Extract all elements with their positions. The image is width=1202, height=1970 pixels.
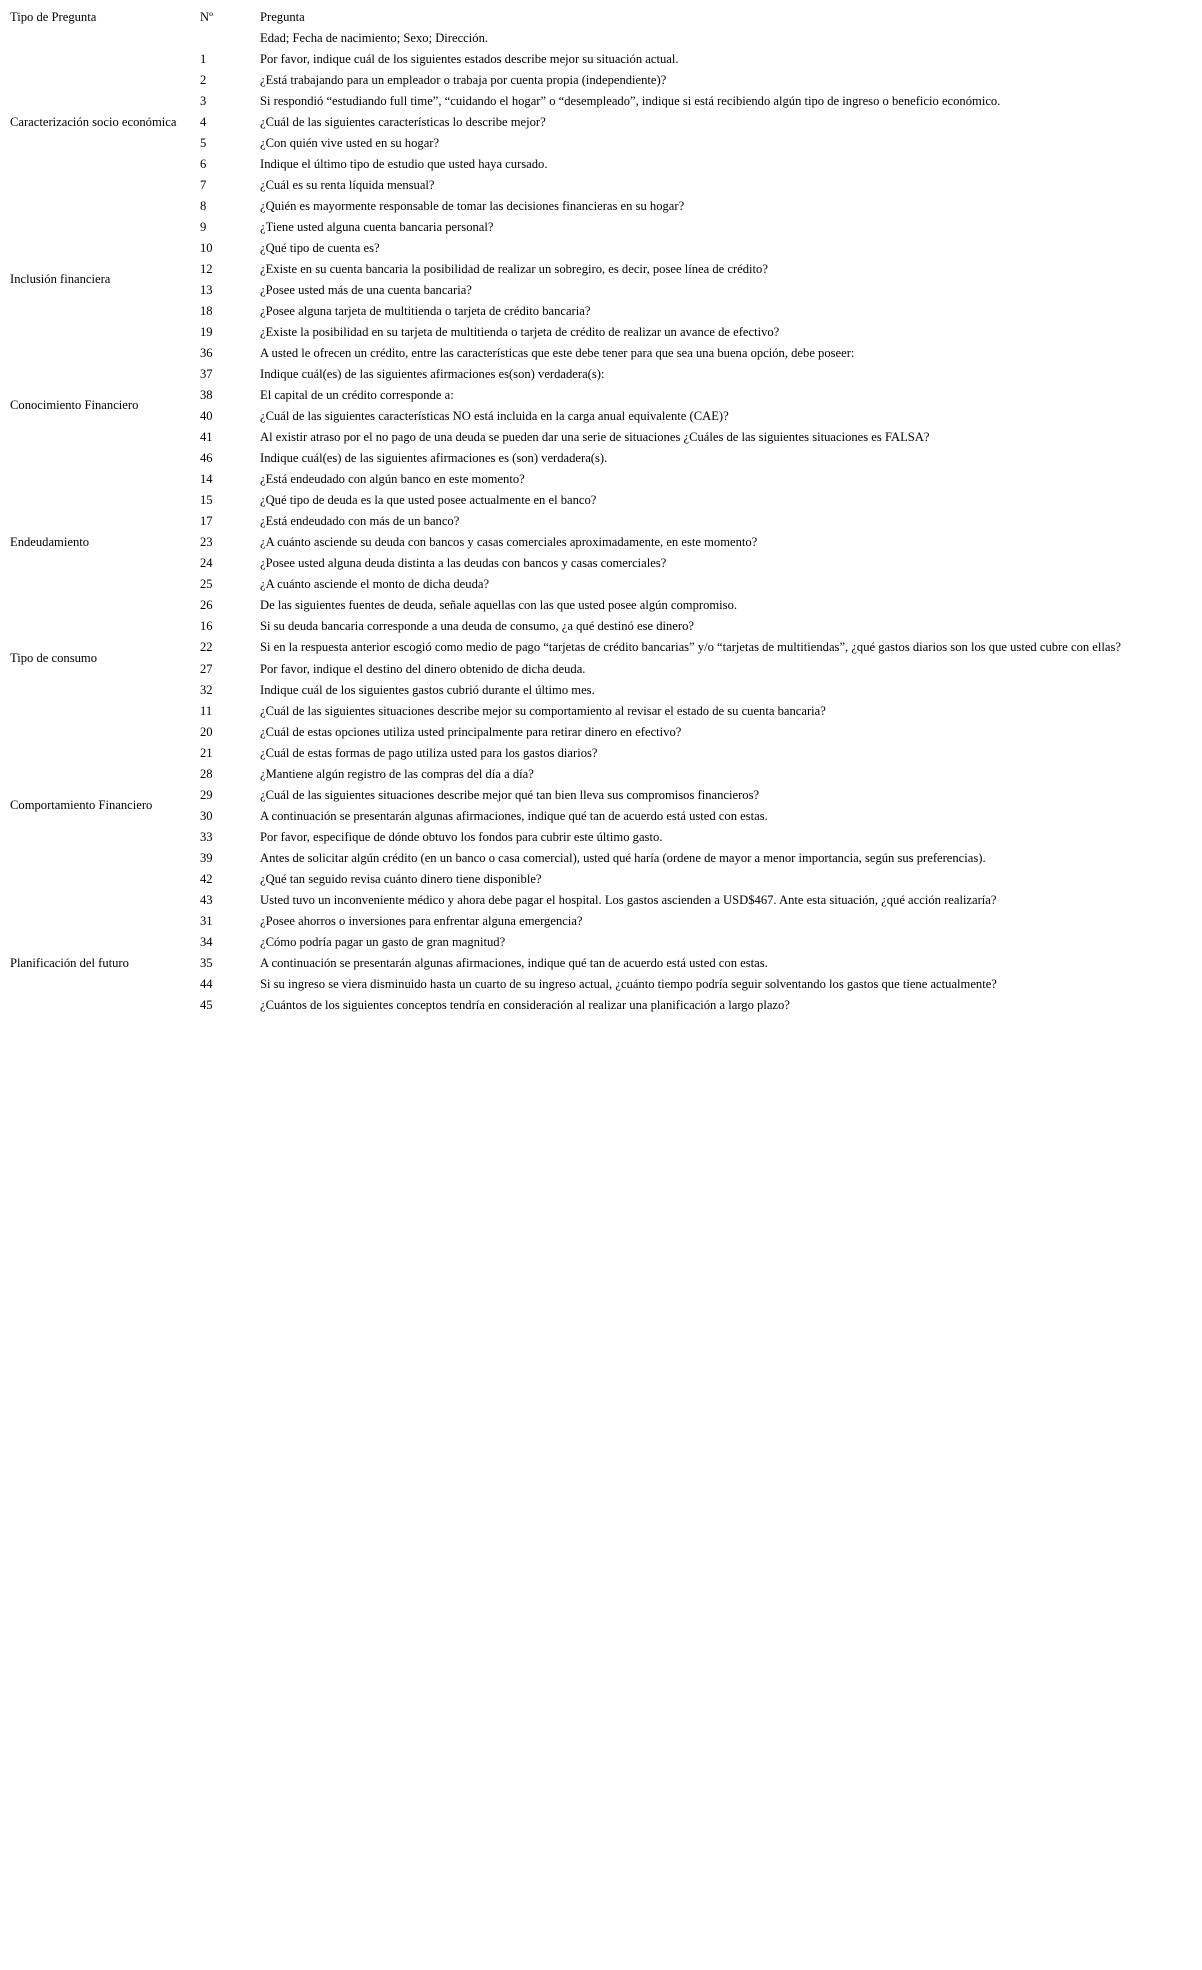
question-text: Si su deuda bancaria corresponde a una deuda de consumo, ¿a qué destinó ese dinero? [260,618,694,633]
question-number: 1 [200,51,207,66]
question-text: ¿Cuál de las siguientes características NO está incluida en la carga anual equivalente (CAE)? [260,408,729,423]
header-numero: Nº [200,9,213,24]
question-text: ¿Está endeudado con más de un banco? [260,513,460,528]
table-row [10,910,1190,931]
question-number: 2 [200,72,207,87]
question-text: ¿Posee usted más de una cuenta bancaria? [260,282,472,297]
question-number: 29 [200,787,213,802]
question-table [10,6,1190,1015]
question-number: 7 [200,177,207,192]
question-text: ¿Cuál de las siguientes situaciones describe mejor su comportamiento al revisar el estado de su cuenta bancaria? [260,703,826,718]
question-text: Por favor, especifique de dónde obtuvo los fondos para cubrir este último gasto. [260,829,663,844]
question-number: 18 [200,303,213,318]
question-number: 44 [200,976,213,991]
question-text: ¿A cuánto asciende el monto de dicha deuda? [260,576,490,591]
question-text: Usted tuvo un inconveniente médico y ahora debe pagar el hospital. Los gastos ascienden a USD$467. Ante esta situación, ¿qué acción realizaría? [260,892,997,907]
question-number: 5 [200,135,207,150]
question-number: 32 [200,682,213,697]
question-text: ¿Qué tan seguido revisa cuánto dinero tiene disponible? [260,871,542,886]
question-number: 24 [200,555,213,570]
question-number: 45 [200,997,213,1012]
question-text: ¿Posee usted alguna deuda distinta a las deudas con bancos y casas comerciales? [260,555,667,570]
question-number: 35 [200,955,213,970]
question-text: Antes de solicitar algún crédito (en un banco o casa comercial), usted qué haría (ordene de mayor a menor importancia, según sus preferencias). [260,850,986,865]
table-row [10,27,1190,48]
question-number: 4 [200,114,207,129]
question-number: 20 [200,724,213,739]
question-number: 13 [200,282,213,297]
question-text: ¿Está endeudado con algún banco en este momento? [260,471,525,486]
question-number: 21 [200,745,213,760]
question-text: ¿Cuál de las siguientes situaciones describe mejor qué tan bien lleva sus compromisos financieros? [260,787,760,802]
question-text: Edad; Fecha de nacimiento; Sexo; Dirección. [260,30,489,45]
question-number: 37 [200,366,213,381]
question-number: 27 [200,661,213,676]
question-text: ¿Qué tipo de cuenta es? [260,240,380,255]
question-number: 31 [200,913,213,928]
question-text: Por favor, indique cuál de los siguientes estados describe mejor su situación actual. [260,51,679,66]
question-text: ¿Cuál de las siguientes características lo describe mejor? [260,114,546,129]
question-number: 19 [200,324,213,339]
header-pregunta: Pregunta [260,9,305,24]
question-text: A continuación se presentarán algunas afirmaciones, indique qué tan de acuerdo está usted con estas. [260,955,768,970]
question-text: A usted le ofrecen un crédito, entre las características que este debe tener para que sea una buena opción, debe poseer: [260,345,855,360]
question-number: 46 [200,450,213,465]
question-text: ¿Posee alguna tarjeta de multitienda o tarjeta de crédito bancaria? [260,303,591,318]
question-text: Si en la respuesta anterior escogió como medio de pago “tarjetas de crédito bancarias” y/o “tarjetas de multitiendas”, ¿qué gastos diarios son los que usted cubre con ellas? [260,640,1121,654]
question-text: ¿Mantiene algún registro de las compras del día a día? [260,766,534,781]
question-number: 34 [200,934,213,949]
question-text: Si su ingreso se viera disminuido hasta un cuarto de su ingreso actual, ¿cuánto tiempo podría seguir solventando los gastos que tiene actualmente? [260,976,997,991]
question-number: 12 [200,261,213,276]
table-row [10,700,1190,721]
question-text: ¿Existe en su cuenta bancaria la posibilidad de realizar un sobregiro, es decir, posee línea de crédito? [260,261,768,276]
question-number: 25 [200,576,213,591]
question-text: ¿A cuánto asciende su deuda con bancos y casas comerciales aproximadamente, en este momento? [260,534,758,549]
category-label: Planificación del futuro [10,955,129,970]
category-label: Comportamiento Financiero [10,798,153,812]
table-row [10,216,1190,237]
question-number: 42 [200,871,213,886]
question-number: 30 [200,808,213,823]
question-text: Si respondió “estudiando full time”, “cuidando el hogar” o “desempleado”, indique si está recibiendo algún tipo de ingreso o beneficio económico. [260,93,1001,108]
question-number: 28 [200,766,213,781]
question-text: ¿Cuántos de los siguientes conceptos tendría en consideración al realizar una planificación a largo plazo? [260,997,790,1012]
question-text: ¿Posee ahorros o inversiones para enfrentar alguna emergencia? [260,913,583,928]
question-text: De las siguientes fuentes de deuda, señale aquellas con las que usted posee algún compromiso. [260,597,738,612]
question-text: Indique cuál de los siguientes gastos cubrió durante el último mes. [260,682,595,697]
question-number: 3 [200,93,207,108]
question-number: 16 [200,618,213,633]
question-number: 41 [200,429,213,444]
question-text: ¿Cuál de estas opciones utiliza usted principalmente para retirar dinero en efectivo? [260,724,682,739]
question-number: 17 [200,513,213,528]
header-tipo: Tipo de Pregunta [10,9,97,24]
question-number: 40 [200,408,213,423]
question-text: Por favor, indique el destino del dinero obtenido de dicha deuda. [260,661,586,676]
question-number: 26 [200,597,213,612]
question-text: Indique cuál(es) de las siguientes afirmaciones es (son) verdadera(s). [260,450,608,465]
category-label: Inclusión financiera [10,272,111,286]
question-rows [10,27,1190,1015]
question-text: ¿Está trabajando para un empleador o trabaja por cuenta propia (independiente)? [260,72,667,87]
question-number: 36 [200,345,213,360]
question-text: ¿Tiene usted alguna cuenta bancaria personal? [260,219,494,234]
question-number: 22 [200,640,213,654]
question-number: 10 [200,240,213,255]
question-text: ¿Qué tipo de deuda es la que usted posee actualmente en el banco? [260,492,597,507]
question-number: 38 [200,387,213,402]
question-text: El capital de un crédito corresponde a: [260,387,454,402]
question-number: 6 [200,156,207,171]
category-label: Caracterización socio económica [10,114,177,129]
question-number: 33 [200,829,213,844]
question-text: ¿Cómo podría pagar un gasto de gran magnitud? [260,934,506,949]
question-number [200,27,260,48]
category-label: Tipo de consumo [10,650,97,665]
question-text: ¿Cuál de estas formas de pago utiliza usted para los gastos diarios? [260,745,598,760]
question-number: 14 [200,471,213,486]
table-row [10,468,1190,489]
category-label: Endeudamiento [10,534,90,549]
question-number: 43 [200,892,213,907]
header-row [10,6,1190,27]
question-number: 8 [200,198,207,213]
question-number: 9 [200,219,207,234]
question-text: ¿Con quién vive usted en su hogar? [260,135,440,150]
question-number: 15 [200,492,213,507]
category-label: Conocimiento Financiero [10,398,139,412]
question-text: Indique cuál(es) de las siguientes afirmaciones es(son) verdadera(s): [260,366,605,381]
question-number: 11 [200,703,213,718]
table-row [10,615,1190,636]
question-text: ¿Quién es mayormente responsable de tomar las decisiones financieras en su hogar? [260,198,685,213]
question-number: 23 [200,534,213,549]
question-number: 39 [200,850,213,865]
question-text: Indique el último tipo de estudio que usted haya cursado. [260,156,548,171]
question-text: A continuación se presentarán algunas afirmaciones, indique qué tan de acuerdo está usted con estas. [260,808,768,823]
question-text: ¿Existe la posibilidad en su tarjeta de multitienda o tarjeta de crédito de realizar un avance de efectivo? [260,324,780,339]
question-text: Al existir atraso por el no pago de una deuda se pueden dar una serie de situaciones ¿Cuáles de las siguientes situaciones es FALSA? [260,429,930,444]
question-text: ¿Cuál es su renta líquida mensual? [260,177,435,192]
table-row [10,342,1190,363]
